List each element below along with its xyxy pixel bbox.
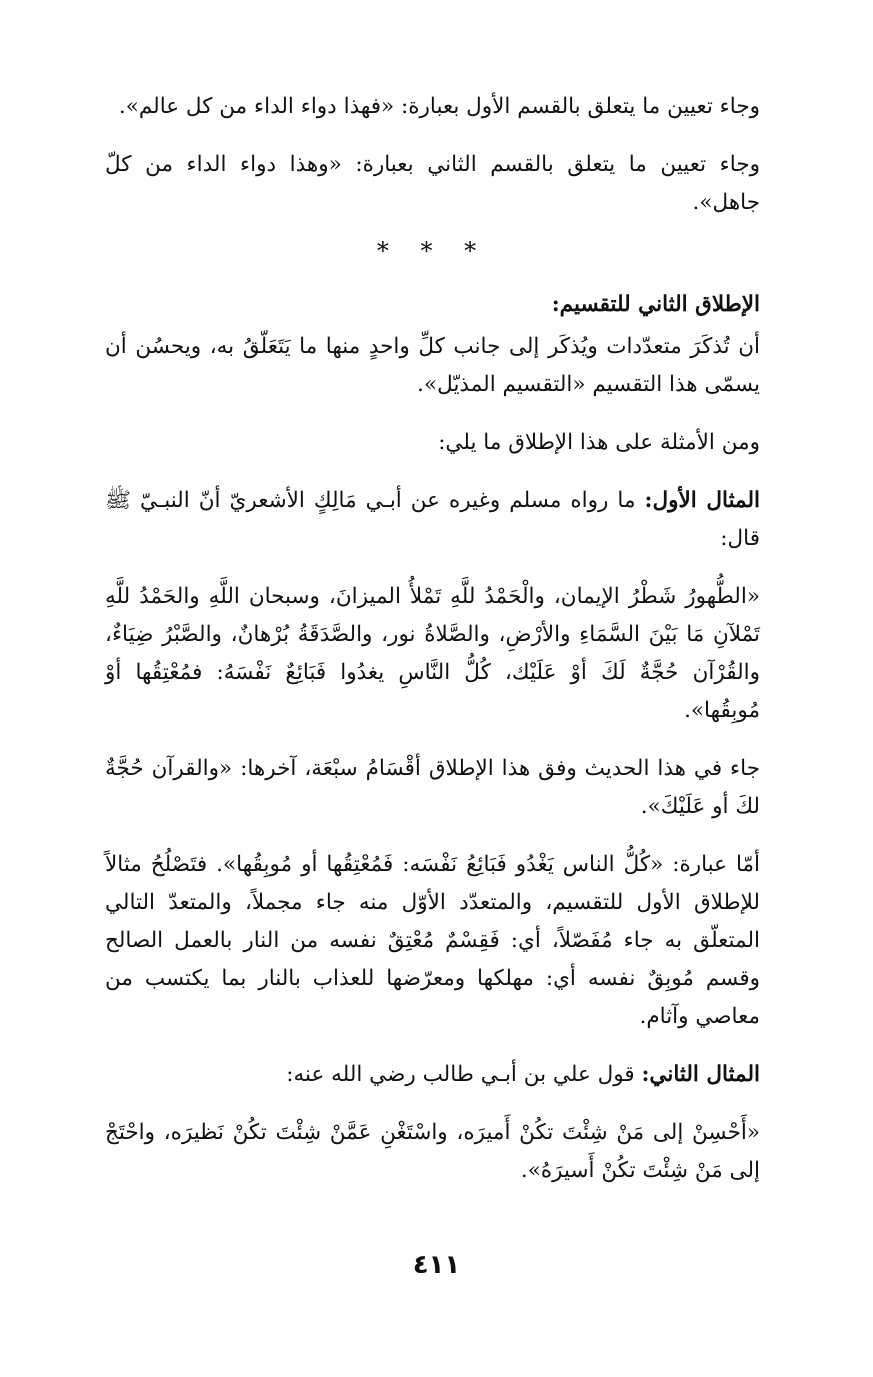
example-two (105, 1056, 760, 1094)
ali-quote: «أَحْسِنْ إلى مَنْ شِئْتَ تكُنْ أَميرَه، واسْتَغْنِ عَمَّنْ شِئْتَ تكُنْ نَظيرَه، واحْتَجْ إلى مَنْ شِئْتَ تكُنْ أَسيرَهُ». (105, 1120, 760, 1183)
paragraph-sections-count: جاء في هذا الحديث وفق هذا الإطلاق أقْسَامُ سبْعَة، آخرها: «والقرآن حُجَّةٌ لكَ أو عَلَيْكَ». (105, 756, 760, 819)
hadith-quote: «الطُّهورُ شَطْرُ الإيمان، والْحَمْدُ للَّهِ تَمْلأُ الميزانَ، وسبحان اللَّهِ والحَمْدُ للَّهِ تَمْلآنِ مَا بَيْنَ السَّمَاءِ والأرْضِ، والصَّلاةُ نور، والصَّدَقَةُ بُرْهانٌ، والصَّبْرُ ضِيَاءٌ، والقُرْآن حُجَّةٌ لَكَ أوْ عَلَيْك، كُلُّ النَّاسِ يغدُوا فَبَائِعٌ نَفْسَهُ: فمُعْتِقُها أوْ مُوبِقُها». (105, 584, 760, 723)
example-one-label: المثال الأول: (644, 488, 761, 513)
paragraph-examples-intro: ومن الأمثلة على هذا الإطلاق ما يلي: (438, 430, 760, 455)
example-one-text: ما رواه مسلم وغيره عن أبـي مَالِكٍ الأشعريّ أنّ النبـيّ ﷺ قال: (105, 488, 760, 551)
page-number: ٤١١ (412, 1250, 461, 1280)
example-two-text: قول علي بن أبـي طالب رضي الله عنه: (286, 1062, 635, 1087)
paragraph-explanation: أمّا عبارة: «كُلُّ الناس يَغْدُو فَبَائِعُ نَفْسَه: فَمُعْتِقُها أو مُوبِقُها». فتَصْلُحُ مثالاً للإطلاق الأول للتقسيم، والمتعدّد الأوّل منه جاء مجملاً، والمتعدّ التالي المتعلّق به جاء مُفَصّلاً، أي: فَقِسْمٌ مُعْتِقٌ نفسه من النار بالعمل الصالح وقسم مُوبِقٌ نفسه أي: مهلكها ومعرّضها للعذاب بالنار بما يكتسب من معاصي وآثام. (105, 852, 760, 1029)
section-heading: الإطلاق الثاني للتقسيم: (551, 292, 760, 317)
section-separator: * * * (376, 237, 489, 265)
example-one (105, 482, 760, 558)
paragraph-first-section: وجاء تعيين ما يتعلق بالقسم الأول بعبارة: «فهذا دواء الداء من كل عالم». (118, 94, 760, 119)
paragraph-second-section: وجاء تعيين ما يتعلق بالقسم الثاني بعبارة: «وهذا دواء الداء من كلّ جاهل». (105, 152, 760, 215)
paragraph-definition: أن تُذكَرَ متعدّدات ويُذكَر إلى جانب كلِّ واحدٍ منها ما يَتَعَلّقُ به، ويحسُن أن يسمّى هذا التقسيم «التقسيم المذيّل». (105, 334, 760, 397)
page-body (105, 88, 760, 1210)
example-two-label: المثال الثاني: (641, 1062, 760, 1087)
